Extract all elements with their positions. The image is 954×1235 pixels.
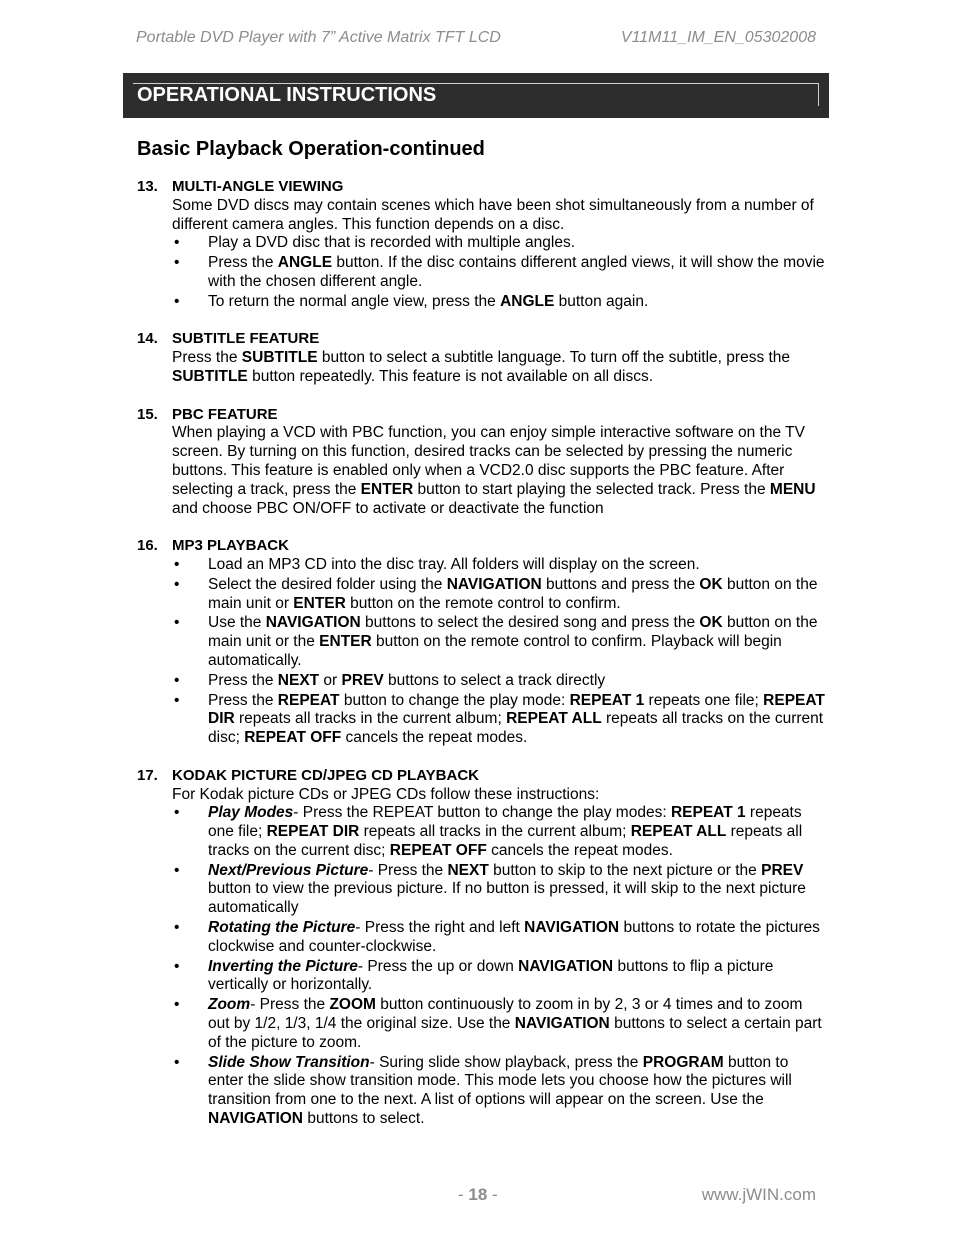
item-number: 16. [137,537,158,555]
bullet-list [172,804,827,1129]
instruction-item [137,767,827,1129]
item-title: KODAK PICTURE CD/JPEG CD PLAYBACK [172,766,479,784]
instruction-item [137,178,827,312]
bullet-item: • Play Modes- Press the REPEAT button to change the play modes: REPEAT 1 repeats one file; REPEAT DIR repeats all tracks in the current album; REPEAT ALL repeats all tracks on the current disc; REPEAT OFF cancels the repeat modes. [172,804,827,860]
bullet-item: • Press the REPEAT button to change the play mode: REPEAT 1 repeats one file; REPEAT DIR repeats all tracks in the current album; REPEAT ALL repeats all tracks on the current disc; REPEAT OFF cancels the repeat modes. [172,692,827,748]
item-heading [137,178,827,197]
item-intro: When playing a VCD with PBC function, you can enjoy simple interactive software on the TV screen. By turning on this function, desired tracks can be selected by pressing the numeric buttons. This feature is enabled only when a VCD2.0 disc supports the PBC feature. After selecting a track, press the ENTER button to start playing the selected track. Press the MENU and choose PBC ON/OFF to activate or deactivate the function [172,424,816,517]
item-intro: For Kodak picture CDs or JPEG CDs follow these instructions: [172,785,600,803]
item-intro: Some DVD discs may contain scenes which have been shot simultaneously from a number of different camera angles. This function depends on a disc. [172,196,814,233]
bullet-item: • Select the desired folder using the NAVIGATION buttons and press the OK button on the main unit or ENTER button on the remote control to confirm. [172,576,827,614]
bullet-item: • Play a DVD disc that is recorded with multiple angles. [172,234,827,253]
bullet-item: • Slide Show Transition- Suring slide show playback, press the PROGRAM button to enter the slide show transition mode. This mode lets you choose how the pictures will transition from one to the next. A list of options will appear on the screen. Use the NAVIGATION buttons to select. [172,1054,827,1129]
item-heading [137,767,827,786]
item-title: MP3 PLAYBACK [172,537,289,555]
section-title: Basic Playback Operation-continued [137,138,485,160]
bullet-item: • Next/Previous Picture- Press the NEXT button to skip to the next picture or the PREV button to view the previous picture. If no button is pressed, it will skip to the next picture automatically [172,862,827,918]
item-number: 13. [137,178,158,195]
bullet-item: • To return the normal angle view, press the ANGLE button again. [172,293,827,312]
bullet-item: • Press the NEXT or PREV buttons to select a track directly [172,672,827,691]
bullet-item: • Rotating the Picture- Press the right and left NAVIGATION buttons to rotate the pictures clockwise and counter-clockwise. [172,919,827,957]
bullet-item: • Press the ANGLE button. If the disc contains different angled views, it will show the movie with the chosen different angle. [172,254,827,292]
instruction-item [137,330,827,386]
page-number-value: 18 [468,1185,488,1204]
bullet-item: • Load an MP3 CD into the disc tray. All folders will display on the screen. [172,556,827,575]
bullet-item: • Zoom- Press the ZOOM button continuously to zoom in by 2, 3 or 4 times and to zoom out by 1/2, 1/3, 1/4 the original size. Use the NAVIGATION buttons to select a certain part of the picture to zoom. [172,996,827,1052]
bullet-item: • Use the NAVIGATION buttons to select the desired song and press the OK button on the main unit or the ENTER button on the remote control to confirm. Playback will begin automatically. [172,614,827,670]
item-title: MULTI-ANGLE VIEWING [172,178,344,195]
header-product-title: Portable DVD Player with 7” Active Matrix TFT LCD [136,29,501,46]
bullet-list [172,234,827,311]
item-heading [137,406,827,425]
item-heading [137,330,827,349]
bullet-list [172,556,827,748]
item-number: 14. [137,330,158,348]
banner-title: OPERATIONAL INSTRUCTIONS [137,84,437,106]
item-heading [137,537,827,556]
item-title: SUBTITLE FEATURE [172,330,320,348]
instruction-list [137,178,827,1148]
item-number: 15. [137,405,158,423]
page-number: - 18 - [458,1185,498,1204]
footer-url: www.jWIN.com [701,1185,816,1204]
instruction-item [137,406,827,519]
header-document-code: V11M11_IM_EN_05302008 [620,29,816,46]
bullet-item: • Inverting the Picture- Press the up or down NAVIGATION buttons to flip a picture vertically or horizontally. [172,958,827,996]
item-intro: Press the SUBTITLE button to select a subtitle language. To turn off the subtitle, press the SUBTITLE button repeatedly. This feature is not available on all discs. [172,349,791,385]
item-number: 17. [137,766,158,784]
item-title: PBC FEATURE [172,405,278,423]
instruction-item [137,537,827,748]
